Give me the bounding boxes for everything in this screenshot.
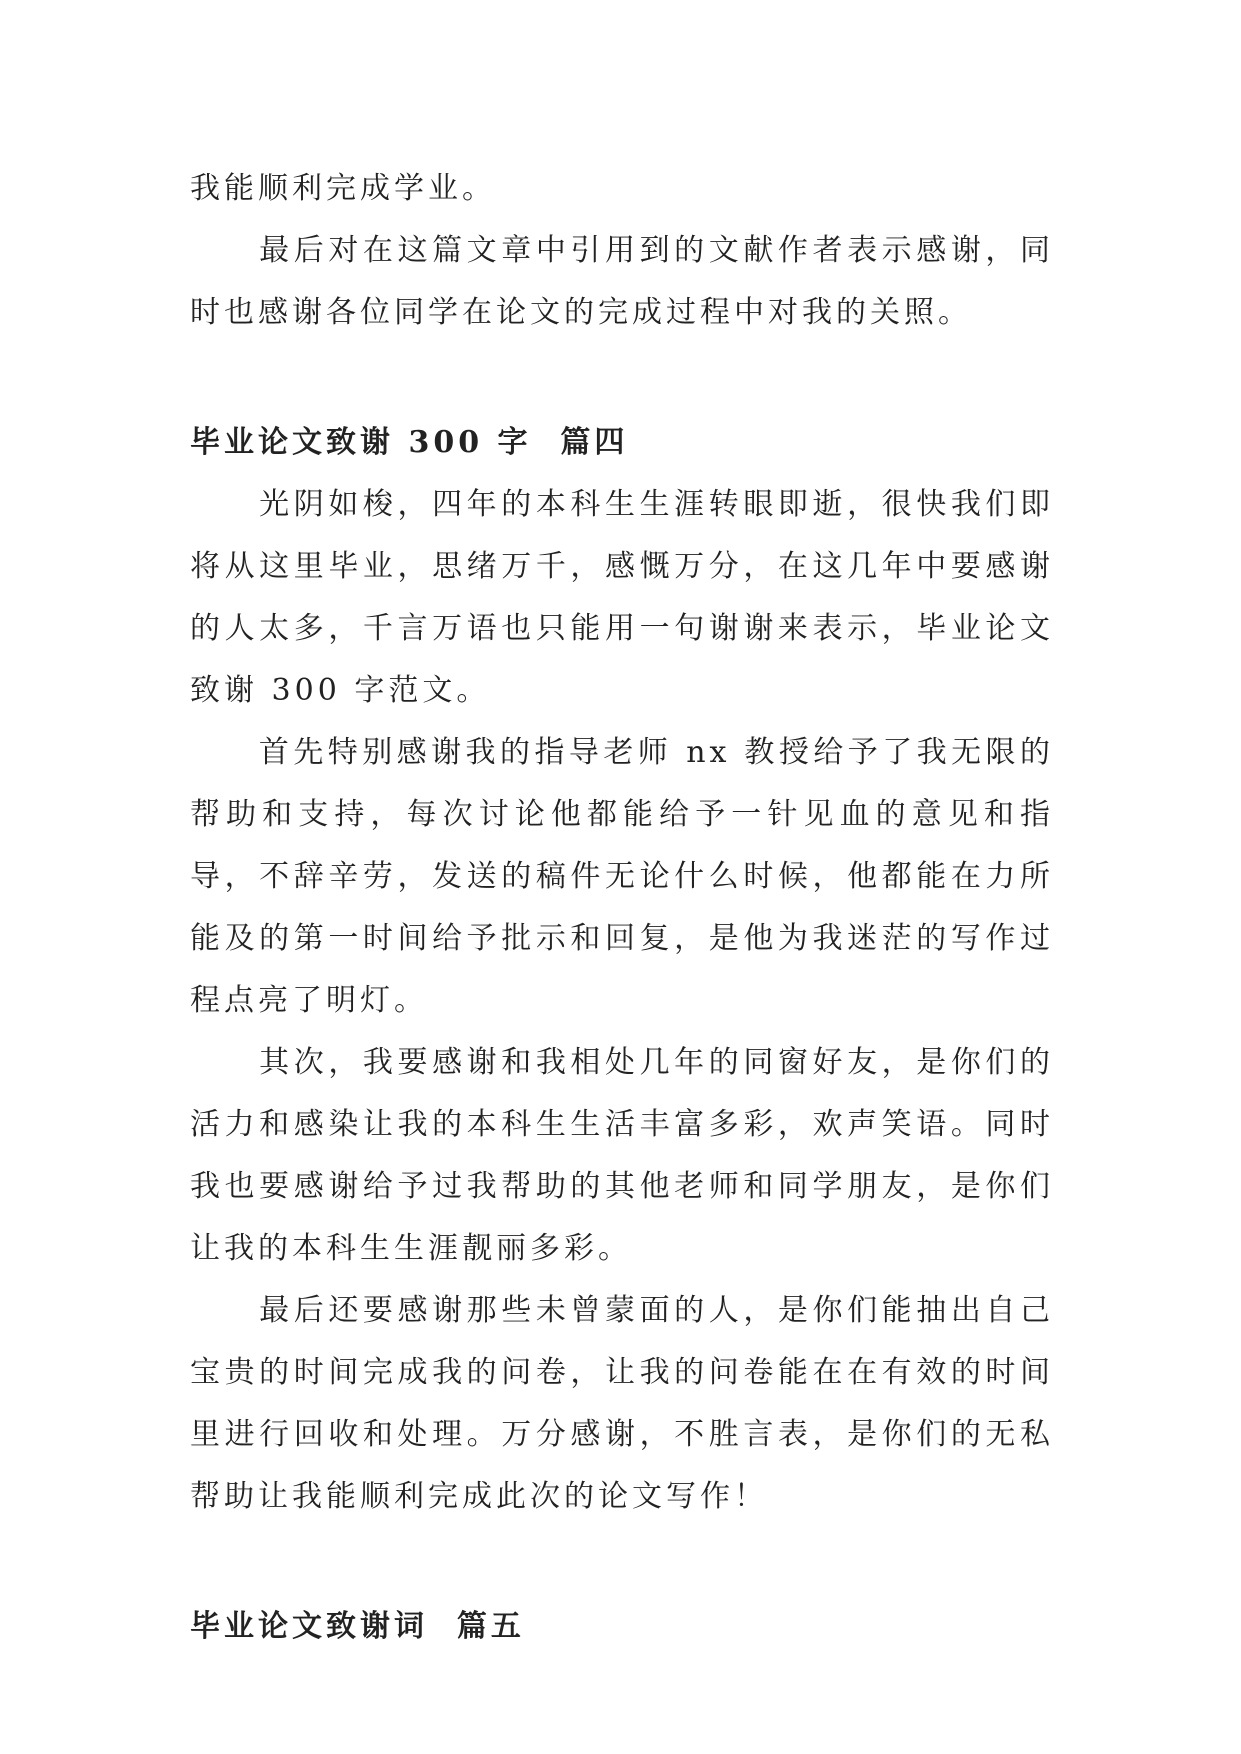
paragraph-top-fragment: 我能顺利完成学业。 — [190, 171, 496, 206]
section-four-paragraph-2: 首先特别感谢我的指导老师 nx 教授给予了我无限的帮助和支持，每次讨论他都能给予一针见血的意见和指导，不辞辛劳，发送的稿件无论什么时候，他都能在力所能及的第一时间给予批示和回复，是他为我迷茫的写作过程点亮了明灯。 — [190, 735, 1054, 1018]
paragraph-closing-thanks: 最后对在这篇文章中引用到的文献作者表示感谢，同时也感谢各位同学在论文的完成过程中对我的关照。 — [190, 233, 1054, 330]
section-spacer — [190, 1528, 1054, 1596]
section-four-title: 毕业论文致谢 300 字 篇四 — [190, 425, 629, 460]
section-four-paragraph-3: 其次，我要感谢和我相处几年的同窗好友，是你们的活力和感染让我的本科生生活丰富多彩，欢声笑语。同时我也要感谢给予过我帮助的其他老师和同学朋友，是你们让我的本科生生涯靓丽多彩。 — [190, 1045, 1054, 1266]
document-body — [190, 158, 1054, 1658]
section-four-paragraph-1: 光阴如梭，四年的本科生生涯转眼即逝，很快我们即将从这里毕业，思绪万千，感慨万分，在这几年中要感谢的人太多，千言万语也只能用一句谢谢来表示，毕业论文致谢 300 字范文。 — [190, 487, 1054, 708]
section-five-title: 毕业论文致谢词 篇五 — [190, 1609, 525, 1644]
section-spacer — [190, 344, 1054, 412]
section-four-paragraph-4: 最后还要感谢那些未曾蒙面的人，是你们能抽出自己宝贵的时间完成我的问卷，让我的问卷能在在有效的时间里进行回收和处理。万分感谢，不胜言表，是你们的无私帮助让我能顺利完成此次的论文写作！ — [190, 1293, 1054, 1514]
